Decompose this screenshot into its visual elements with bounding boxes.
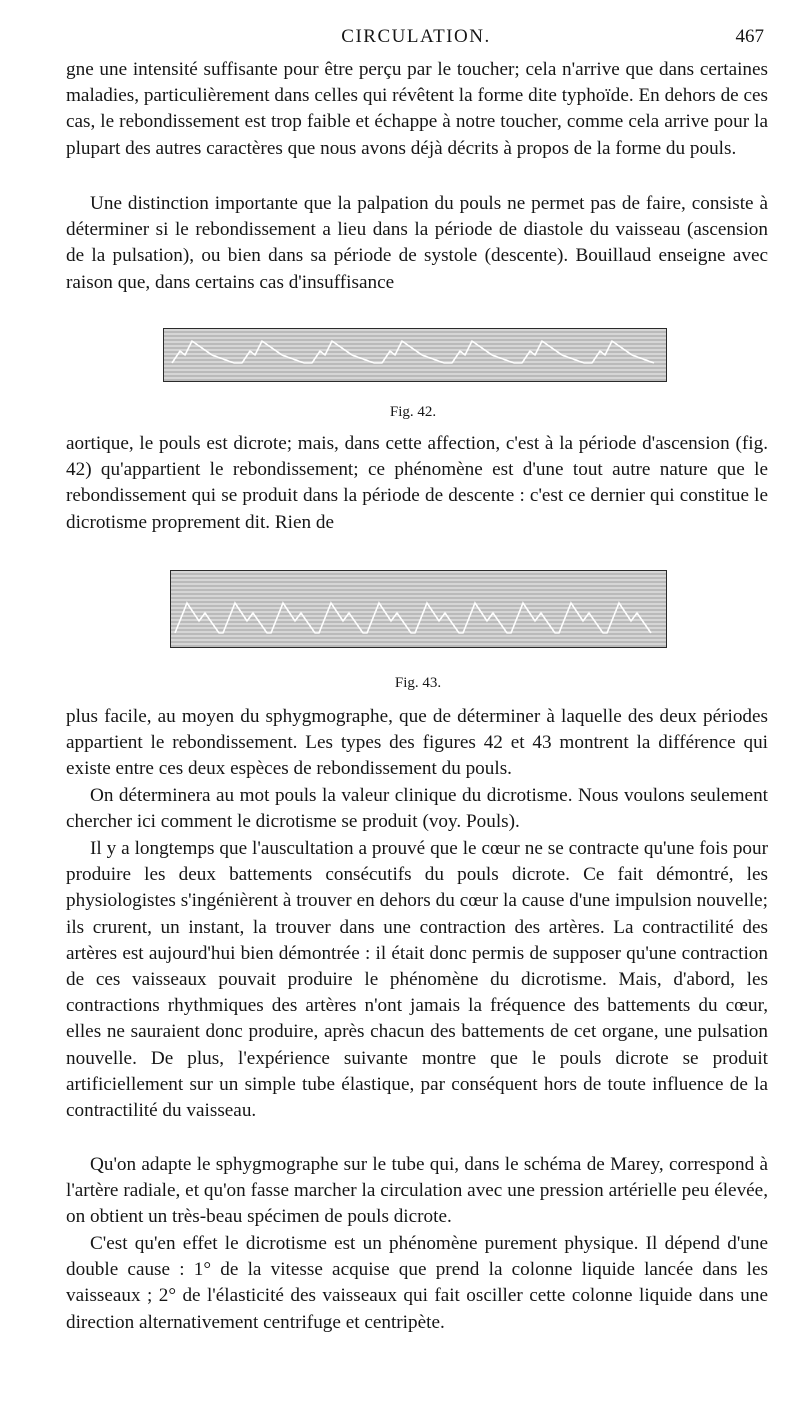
- paragraph-sphygmograph: plus facile, au moyen du sphygmographe, que de déterminer à laquelle des deux périodes appartient le rebondissement. Les types des figures 42 et 43 montrent la différence qui existe entre ces deux espèces de rebondissement du pouls.: [66, 706, 768, 780]
- pulse-trace-42: [164, 329, 666, 381]
- page-number: 467: [735, 26, 764, 47]
- pulse-trace-43: [171, 571, 666, 647]
- figure-42-caption: Fig. 42.: [389, 404, 437, 420]
- running-header: [66, 26, 766, 50]
- figure-43-caption: Fig. 43.: [394, 675, 442, 691]
- paragraph-auscultation: Il y a longtemps que l'auscultation a prouvé que le cœur ne se contracte qu'une fois pour produire les deux battements consécutifs du pouls dicrote. Ce fait démontré, les physiologistes s'ingénièrent à trouver en dehors du cœur la cause d'une impulsion nouvelle; ils crurent, un instant, la trouver dans une contraction des artères. La contractilité des artères est aujourd'hui bien démontrée : il était donc permis de supposer qu'une contraction de ces vaisseaux pouvait produire le phénomène du dicrotisme. Mais, d'abord, les contractions rhythmiques des artères n'ont jamais la fréquence des battements du cœur, elles ne sauraient donc produire, après chacun des battements de cet organe, une pulsation nouvelle. De plus, l'expérience suivante montre que le pouls dicrote se produit artificiellement sur un simple tube élastique, par conséquent hors de toute influence de la contractilité du vaisseau.: [66, 838, 768, 1122]
- paragraph-continuation: gne une intensité suffisante pour être perçu par le toucher; cela n'arrive que dans certaines maladies, particulièrement dans celles qui révêtent la forme dite typhoïde. En dehors de ces cas, le rebondissement est trop faible et échappe à notre toucher, comme cela arrive pour la plupart des autres caractères que nous avons déjà décrits à propos de la forme du pouls.: [66, 59, 768, 159]
- paragraph-distinction: Une distinction importante que la palpation du pouls ne permet pas de faire, consiste à déterminer si le rebondissement a lieu dans la période de diastole du vaisseau (ascension de la pulsation), ou bien dans sa période de systole (descente). Bouillaud enseigne avec raison que, dans certains cas d'insuffisance: [66, 193, 768, 293]
- paragraph-physical-phenomenon: C'est qu'en effet le dicrotisme est un phénomène purement physique. Il dépend d'une double cause : 1° de la vitesse acquise que prend la colonne liquide lancée dans les vaisseaux ; 2° de l'élasticité des vaisseaux qui fait osciller cette colonne liquide dans une direction alternativement centrifuge et centripète.: [66, 1233, 768, 1333]
- paragraph-marey-schema: Qu'on adapte le sphygmographe sur le tube qui, dans le schéma de Marey, correspond à l'artère radiale, et qu'on fasse marcher la circulation avec une pression artérielle peu élevée, on obtient un très-beau spécimen de pouls dicrote.: [66, 1154, 768, 1228]
- running-title: CIRCULATION.: [341, 26, 491, 47]
- paragraph-clinical-value: On déterminera au mot pouls la valeur clinique du dicrotisme. Nous voulons seulement chercher ici comment le dicrotisme se produit (voy. Pouls).: [66, 785, 768, 833]
- figure-43-pulse-tracing: [170, 570, 667, 648]
- figure-42-pulse-tracing: [163, 328, 667, 382]
- paragraph-aortic: aortique, le pouls est dicrote; mais, dans cette affection, c'est à la période d'ascension (fig. 42) qu'appartient le rebondissement; ce phénomène est d'une tout autre nature que le rebondissement qui se produit dans la période de descente : c'est ce dernier qui constitue le dicrotisme proprement dit. Rien de: [66, 433, 768, 533]
